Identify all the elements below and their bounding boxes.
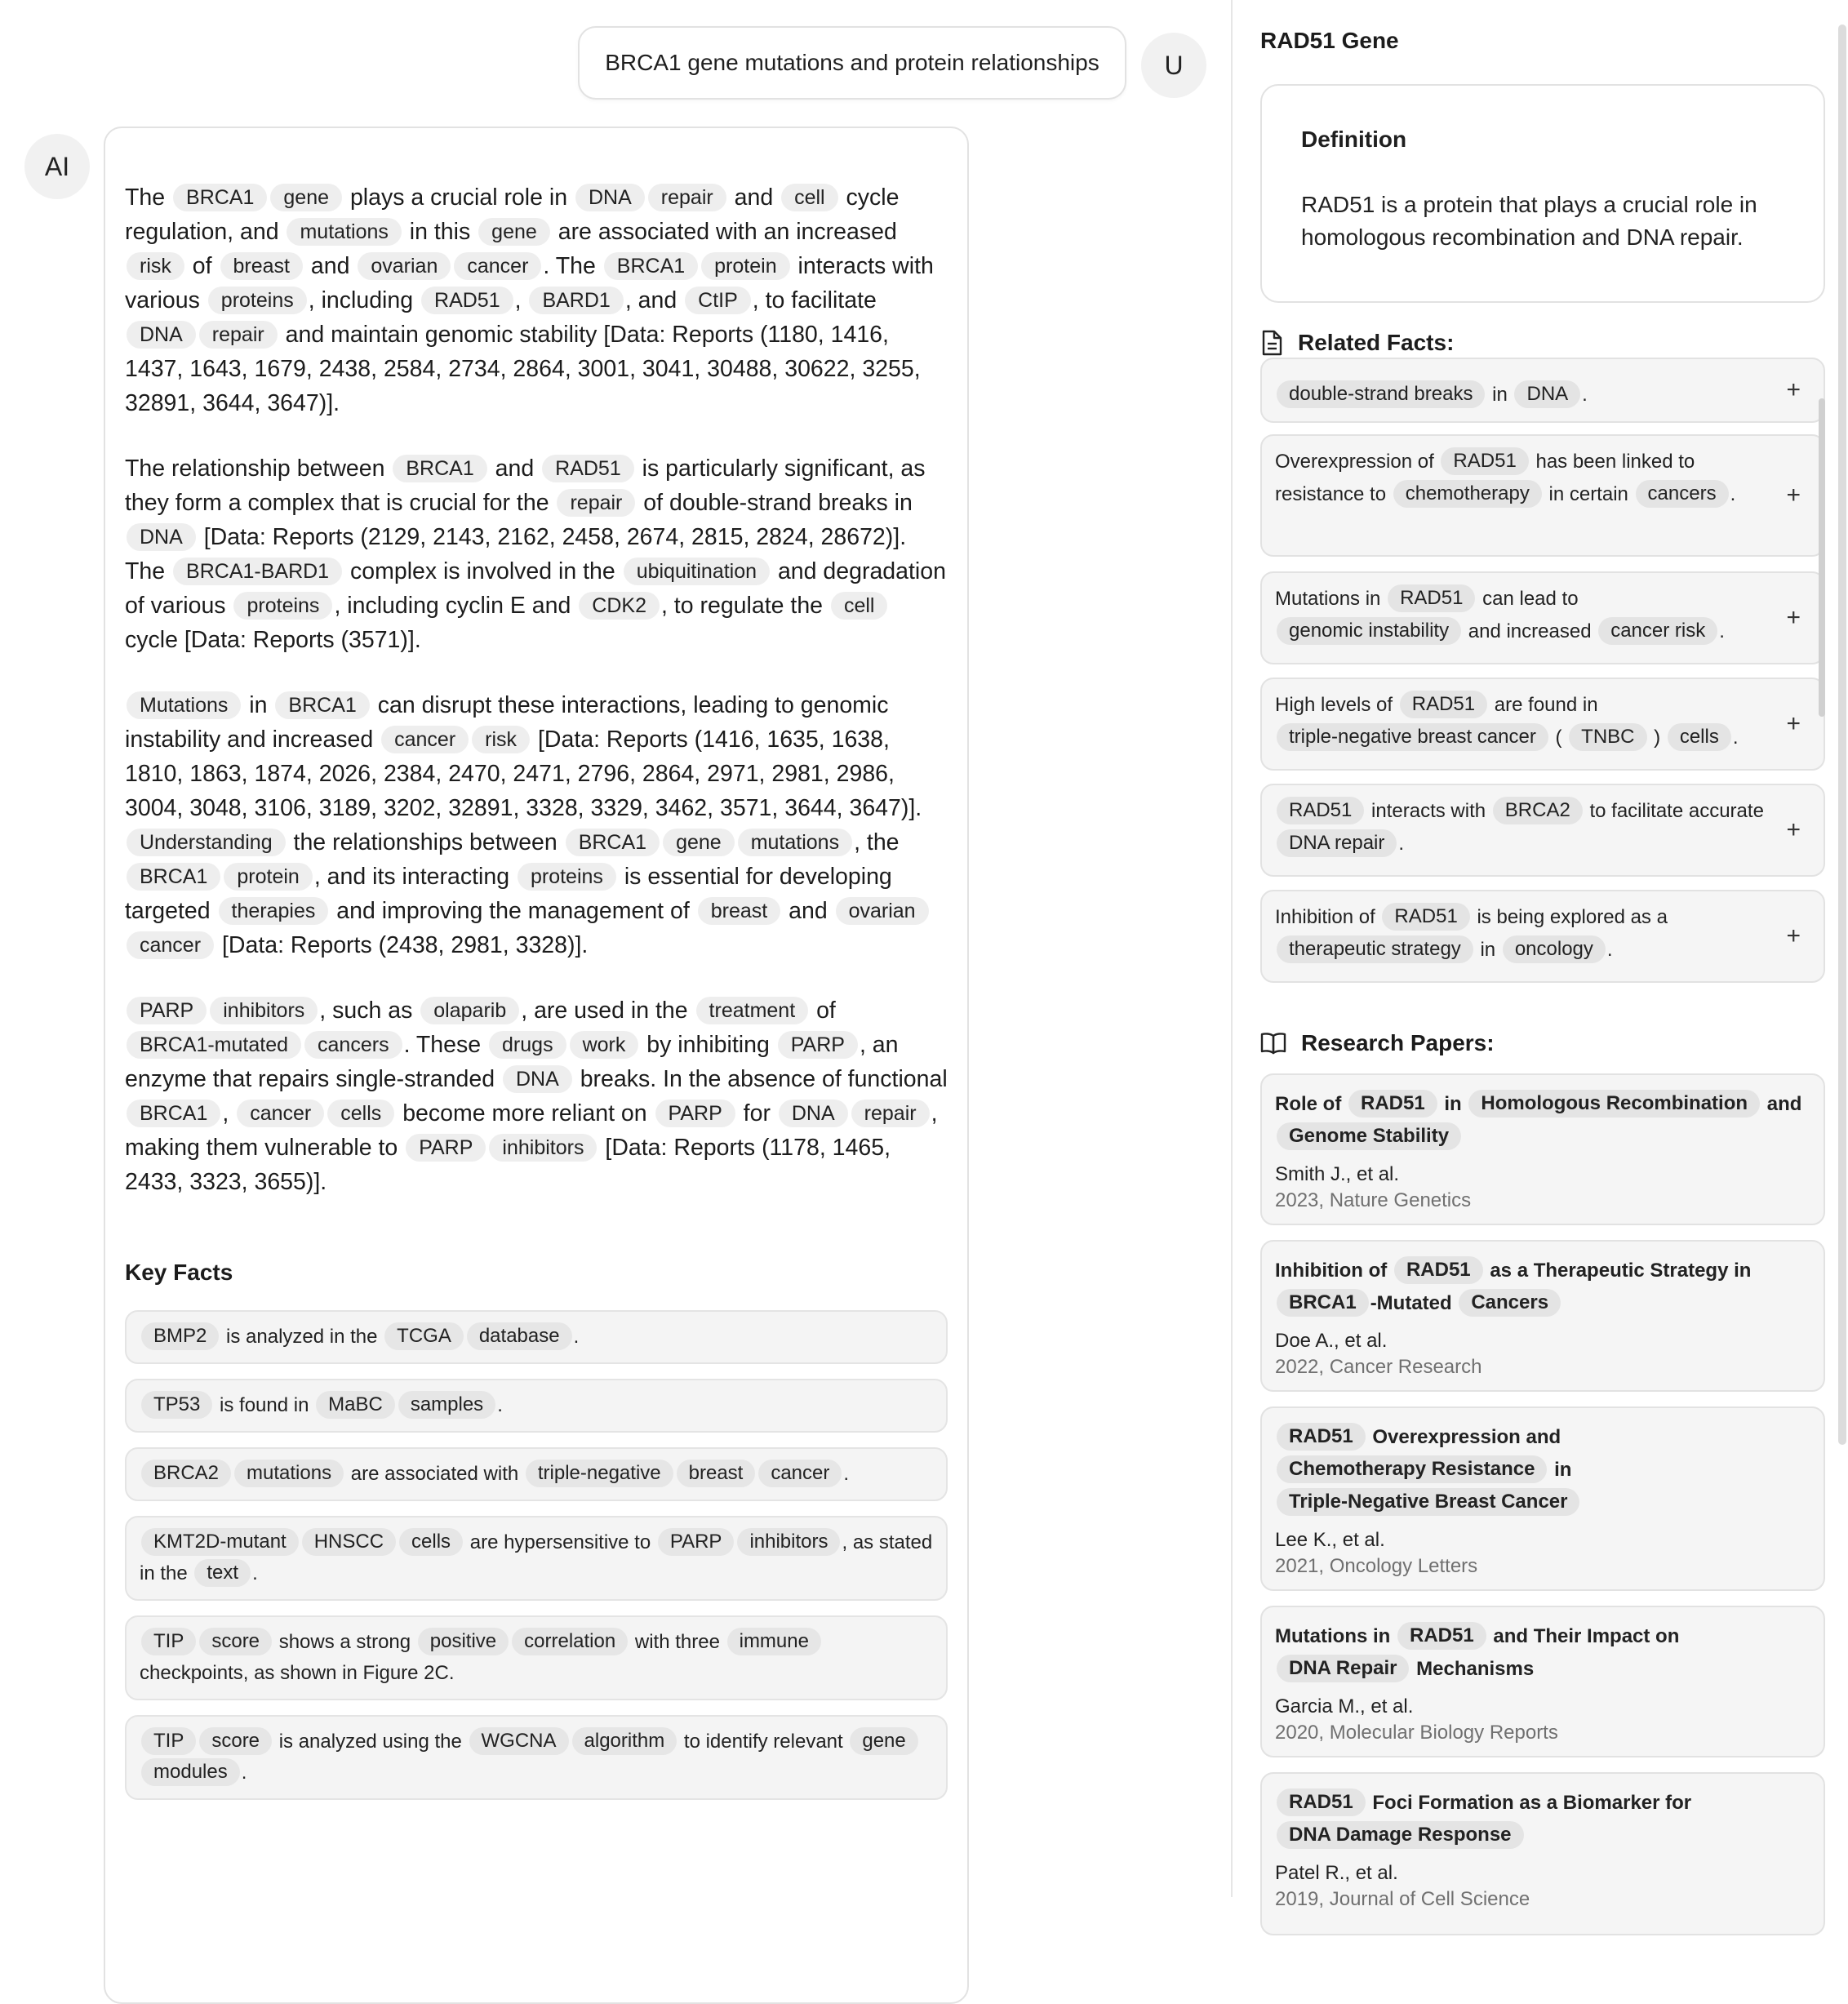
text-span: can disrupt these interactions, leading to genomic instability and increased <box>125 692 889 753</box>
text-span: checkpoints, as shown in Figure 2C. <box>140 1662 455 1684</box>
text-span: Foci Formation as a Biomarker for <box>1366 1792 1692 1814</box>
entity-chip[interactable]: cells <box>327 1100 394 1127</box>
key-fact-item[interactable] <box>125 1615 948 1700</box>
paper-title[interactable] <box>1275 1088 1810 1153</box>
entity-chip[interactable]: Mutations <box>127 691 241 719</box>
text-span: in <box>1486 384 1513 406</box>
text-span: Mechanisms <box>1410 1658 1535 1680</box>
entity-chip[interactable]: CDK2 <box>579 592 660 620</box>
entity-chip[interactable]: cancer <box>454 252 541 280</box>
entity-chip[interactable]: ubiquitination <box>624 558 770 585</box>
key-fact-item[interactable] <box>125 1379 948 1433</box>
response-paragraph <box>125 451 948 657</box>
expand-fact-button[interactable]: + <box>1786 710 1801 737</box>
entity-chip[interactable]: DNA Damage Response <box>1277 1821 1524 1849</box>
definition-card <box>1260 84 1825 303</box>
text-span: with three <box>629 1631 726 1653</box>
text-span: . <box>1730 483 1736 505</box>
entity-chip[interactable]: therapeutic strategy <box>1277 935 1473 963</box>
entity-chip[interactable]: proteins <box>518 863 616 891</box>
paper-title[interactable] <box>1275 1787 1810 1852</box>
entity-chip[interactable]: BARD1 <box>529 287 623 314</box>
entity-chip[interactable]: RAD51 <box>1400 691 1487 718</box>
document-icon <box>1260 330 1283 356</box>
entity-chip[interactable]: cancer <box>127 931 214 959</box>
research-paper-card[interactable] <box>1260 1406 1825 1591</box>
entity-chip[interactable]: TCGA <box>384 1322 464 1350</box>
entity-chip[interactable]: BRCA1 <box>604 252 698 280</box>
text-span: The <box>125 184 172 211</box>
paper-authors: Doe A., et al. <box>1275 1330 1388 1352</box>
entity-chip[interactable]: RAD51 <box>1397 1622 1486 1650</box>
related-fact-item[interactable] <box>1260 434 1825 557</box>
entity-chip[interactable]: breast <box>677 1460 756 1487</box>
entity-chip[interactable]: HNSCC <box>302 1528 396 1556</box>
entity-chip[interactable]: cells <box>1668 723 1731 751</box>
entity-chip[interactable]: inhibitors <box>489 1134 597 1162</box>
entity-chip[interactable]: PARP <box>655 1100 735 1127</box>
book-icon <box>1260 1032 1286 1055</box>
entity-chip[interactable]: RAD51 <box>1382 903 1469 931</box>
text-span: , and <box>624 287 684 313</box>
text-span: The relationship between <box>125 455 392 482</box>
entity-chip[interactable]: BRCA2 <box>1493 797 1583 824</box>
text-span: . The <box>543 253 602 279</box>
text-span: -Mutated <box>1370 1292 1458 1314</box>
entity-chip[interactable]: proteins <box>233 592 332 620</box>
entity-chip[interactable]: TP53 <box>141 1391 212 1419</box>
ai-response-card <box>104 127 969 2004</box>
key-fact-item[interactable] <box>125 1715 948 1800</box>
text-span: in <box>1548 1459 1572 1481</box>
text-span: , including <box>308 287 420 313</box>
text-span: ( <box>1549 727 1568 749</box>
entity-chip[interactable]: BRCA1 <box>127 1100 220 1127</box>
text-span: , including cyclin E and <box>334 593 578 619</box>
entity-chip[interactable]: repair <box>851 1100 930 1127</box>
user-message: BRCA1 gene mutations and protein relationships <box>578 26 1126 100</box>
text-span: are found in <box>1489 694 1598 716</box>
entity-chip[interactable]: BRCA1 <box>275 691 369 719</box>
entity-chip[interactable]: samples <box>398 1391 495 1419</box>
text-span: Overexpression of <box>1275 451 1440 473</box>
text-span: , as stated in the <box>140 1531 933 1584</box>
text-span: is analyzed in the <box>220 1326 384 1348</box>
text-span: cycle [Data: Reports (3571)]. <box>125 627 421 653</box>
text-span: become more reliant on <box>396 1100 654 1126</box>
entity-chip[interactable]: RAD51 <box>1394 1256 1483 1284</box>
text-span: in this <box>402 219 478 245</box>
paper-title[interactable] <box>1275 1255 1810 1320</box>
entity-chip[interactable]: RAD51 <box>1277 797 1364 824</box>
entity-chip[interactable]: protein <box>701 252 789 280</box>
response-body <box>125 180 948 1199</box>
text-span: are associated with an increased <box>551 219 897 245</box>
text-span: [Data: Reports (2438, 2981, 3328)]. <box>215 932 589 958</box>
response-paragraph <box>125 180 948 420</box>
text-span: interacts with <box>1366 800 1491 822</box>
entity-chip[interactable]: gene <box>850 1727 917 1755</box>
text-span: Mutations in <box>1275 1625 1396 1647</box>
entity-chip[interactable]: Homologous Recombination <box>1468 1090 1760 1118</box>
paper-authors: Patel R., et al. <box>1275 1862 1398 1884</box>
ai-avatar: AI <box>24 134 90 199</box>
text-span: of <box>185 253 219 279</box>
text-span: , to regulate the <box>660 593 829 619</box>
entity-chip[interactable]: cancers <box>1636 480 1729 508</box>
entity-chip[interactable]: triple-negative <box>526 1460 673 1487</box>
text-span: and <box>1761 1093 1802 1115</box>
text-span: by inhibiting <box>640 1032 776 1058</box>
text-span: for <box>736 1100 777 1126</box>
text-span: Inhibition of <box>1275 1260 1393 1282</box>
entity-chip[interactable]: BRCA2 <box>141 1460 231 1487</box>
entity-chip[interactable]: cancers <box>304 1031 402 1059</box>
paper-year-journal: 2019, Journal of Cell Science <box>1275 1888 1530 1910</box>
text-span: and <box>782 898 834 924</box>
text-span: , to facilitate <box>752 287 877 313</box>
text-span: to identify relevant <box>678 1731 849 1753</box>
text-span: in <box>242 692 274 718</box>
expand-fact-button[interactable]: + <box>1786 922 1801 949</box>
entity-chip[interactable]: positive <box>418 1628 509 1655</box>
text-span: breaks. In the absence of functional <box>573 1066 948 1092</box>
entity-chip[interactable]: genomic instability <box>1277 617 1461 645</box>
entity-chip[interactable]: oncology <box>1503 935 1606 963</box>
entity-chip[interactable]: BRCA1 <box>1277 1289 1369 1317</box>
entity-chip[interactable]: risk <box>472 726 530 753</box>
entity-chip[interactable]: WGCNA <box>469 1727 569 1755</box>
expand-fact-button[interactable]: + <box>1786 482 1801 509</box>
text-span: . <box>1719 620 1725 642</box>
entity-chip[interactable]: BRCA1 <box>173 184 267 211</box>
text-span: High levels of <box>1275 694 1398 716</box>
text-span: . <box>497 1394 503 1416</box>
text-span: can lead to <box>1477 588 1579 610</box>
facts-scrollbar[interactable] <box>1819 398 1825 717</box>
response-paragraph <box>125 993 948 1199</box>
entity-chip[interactable]: RAD51 <box>1441 447 1528 475</box>
research-papers-label: Research Papers: <box>1301 1030 1495 1055</box>
text-span: , an enzyme that repairs single-stranded <box>125 1032 899 1092</box>
research-paper-card[interactable] <box>1260 1240 1825 1392</box>
text-span: ) <box>1648 727 1666 749</box>
text-span: has been linked to resistance to <box>1275 451 1695 505</box>
text-span: is found in <box>214 1394 315 1416</box>
related-fact-item[interactable] <box>1260 890 1825 983</box>
entity-chip[interactable]: cancer <box>381 726 469 753</box>
text-span: and maintain genomic stability [Data: Reports (1180, 1416, 1437, 1643, 1679, 2438, 2584, 2734, 2864, 3001, 3041, 30488, 30622, 3255, 32891, 3644, 3647)]. <box>125 322 921 416</box>
entity-chip[interactable]: Cancers <box>1459 1289 1561 1317</box>
entity-chip[interactable]: DNA <box>1514 380 1580 408</box>
entity-chip[interactable]: DNA <box>503 1065 572 1093</box>
entity-chip[interactable]: olaparib <box>420 997 519 1024</box>
text-span: in certain <box>1543 483 1634 505</box>
expand-fact-button[interactable]: + <box>1786 604 1801 631</box>
entity-chip[interactable]: RAD51 <box>1277 1788 1366 1816</box>
user-avatar: U <box>1141 33 1206 98</box>
entity-chip[interactable]: DNA <box>779 1100 848 1127</box>
text-span: is essential for developing targeted <box>125 864 892 924</box>
related-fact-item[interactable] <box>1260 571 1825 664</box>
definition-label: Definition <box>1301 127 1407 152</box>
entity-chip[interactable]: correlation <box>512 1628 628 1655</box>
text-span: , <box>222 1100 236 1126</box>
entity-chip[interactable]: cells <box>399 1528 463 1556</box>
text-span: . <box>1606 939 1613 961</box>
entity-chip[interactable]: TIP <box>141 1628 196 1655</box>
entity-chip[interactable]: score <box>199 1727 272 1755</box>
entity-chip[interactable]: inhibitors <box>210 997 318 1024</box>
text-span: the relationships between <box>287 829 564 855</box>
entity-chip[interactable]: breast <box>220 252 303 280</box>
entity-chip[interactable]: chemotherapy <box>1393 480 1542 508</box>
paper-title[interactable] <box>1275 1620 1810 1686</box>
entity-chip[interactable]: MaBC <box>316 1391 395 1419</box>
panel-title: RAD51 Gene <box>1260 28 1399 53</box>
entity-chip[interactable]: BMP2 <box>141 1322 219 1350</box>
paper-year-journal: 2022, Cancer Research <box>1275 1356 1482 1378</box>
entity-chip[interactable]: algorithm <box>572 1727 677 1755</box>
text-span: . <box>241 1762 247 1784</box>
entity-chip[interactable]: DNA <box>575 184 645 211</box>
entity-chip[interactable]: protein <box>224 863 312 891</box>
text-span: , are used in the <box>521 998 695 1024</box>
entity-chip[interactable]: cancer <box>237 1100 324 1127</box>
text-span: and Their Impact on <box>1487 1625 1680 1647</box>
entity-chip[interactable]: triple-negative breast cancer <box>1277 723 1548 751</box>
research-papers-header <box>1260 1030 1495 1056</box>
text-span: is being explored as a <box>1471 906 1668 928</box>
entity-chip[interactable]: DNA <box>127 523 196 551</box>
entity-chip[interactable]: BRCA1 <box>566 829 660 856</box>
text-span: is particularly significant, as they form a complex that is crucial for the <box>125 455 926 516</box>
text-span: are associated with <box>345 1463 524 1485</box>
text-span: and <box>488 455 541 482</box>
text-span: interacts with various <box>125 253 934 313</box>
entity-chip[interactable]: inhibitors <box>737 1528 840 1556</box>
entity-chip[interactable]: mutations <box>234 1460 344 1487</box>
text-span: plays a crucial role in <box>344 184 574 211</box>
entity-chip[interactable]: repair <box>648 184 726 211</box>
entity-chip[interactable]: repair <box>557 489 635 517</box>
entity-chip[interactable]: work <box>570 1031 639 1059</box>
entity-chip[interactable]: modules <box>141 1758 240 1786</box>
response-paragraph <box>125 688 948 962</box>
entity-chip[interactable]: Triple-Negative Breast Cancer <box>1277 1488 1579 1516</box>
text-span: complex is involved in the <box>344 558 622 584</box>
entity-chip[interactable]: TNBC <box>1569 723 1646 751</box>
entity-chip[interactable]: repair <box>199 321 278 349</box>
paper-authors: Smith J., et al. <box>1275 1163 1400 1185</box>
entity-detail-panel <box>1231 0 1848 1910</box>
paper-year-journal: 2021, Oncology Letters <box>1275 1555 1478 1577</box>
entity-chip[interactable]: BRCA1 <box>127 863 220 891</box>
key-fact-item[interactable] <box>125 1516 948 1601</box>
text-span: and <box>727 184 780 211</box>
text-span: . <box>573 1326 580 1348</box>
entity-chip[interactable]: BRCA1-BARD1 <box>173 558 342 585</box>
entity-chip[interactable]: PARP <box>658 1528 735 1556</box>
text-span: in <box>1474 939 1501 961</box>
entity-chip[interactable]: RAD51 <box>542 455 634 482</box>
paper-authors: Lee K., et al. <box>1275 1529 1385 1551</box>
paper-year-journal: 2023, Nature Genetics <box>1275 1189 1472 1211</box>
entity-chip[interactable]: Genome Stability <box>1277 1122 1461 1150</box>
entity-chip[interactable]: proteins <box>208 287 307 314</box>
text-span: are hypersensitive to <box>464 1531 656 1553</box>
entity-chip[interactable]: gene <box>478 218 550 246</box>
entity-chip[interactable]: database <box>467 1322 572 1350</box>
text-span: . These <box>403 1032 488 1058</box>
key-facts-list <box>125 1310 948 1800</box>
research-paper-card[interactable] <box>1260 1606 1825 1757</box>
entity-chip[interactable]: drugs <box>489 1031 566 1059</box>
entity-chip[interactable]: cancer risk <box>1598 617 1717 645</box>
related-fact-item[interactable] <box>1260 784 1825 877</box>
entity-chip[interactable]: BRCA1-mutated <box>127 1031 301 1059</box>
entity-chip[interactable]: BRCA1 <box>393 455 486 482</box>
text-span: and <box>304 253 357 279</box>
text-span: [Data: Reports (2129, 2143, 2162, 2458, 2674, 2815, 2824, 28672)]. The <box>125 524 907 584</box>
entity-chip[interactable]: cancer <box>758 1460 842 1487</box>
text-span: in <box>1438 1093 1468 1115</box>
entity-chip[interactable]: ovarian <box>836 897 929 925</box>
related-facts-header <box>1260 330 1454 356</box>
text-span: to facilitate accurate <box>1584 800 1764 822</box>
related-facts-list[interactable] <box>1260 374 1825 1002</box>
panel-scrollbar[interactable] <box>1838 24 1846 1445</box>
related-fact-item[interactable] <box>1260 678 1825 771</box>
text-span: , and its interacting <box>313 864 516 890</box>
entity-chip[interactable]: mutations <box>738 829 852 856</box>
text-span: , making them vulnerable to <box>125 1100 938 1161</box>
entity-chip[interactable]: treatment <box>696 997 809 1024</box>
expand-fact-button[interactable]: + <box>1786 376 1801 403</box>
entity-chip[interactable]: gene <box>663 829 735 856</box>
research-paper-card[interactable] <box>1260 1073 1825 1225</box>
text-span: . <box>1732 727 1739 749</box>
entity-chip[interactable]: Understanding <box>127 829 286 856</box>
entity-chip[interactable]: immune <box>727 1628 821 1655</box>
entity-chip[interactable]: score <box>199 1628 272 1655</box>
paper-title[interactable] <box>1275 1421 1810 1519</box>
entity-chip[interactable]: breast <box>698 897 780 925</box>
text-span: Role of <box>1275 1093 1347 1115</box>
text-span: [Data: Reports (1178, 1465, 2433, 3323, 3655)]. <box>125 1135 891 1195</box>
text-span: Inhibition of <box>1275 906 1381 928</box>
text-span: . <box>843 1463 850 1485</box>
text-span: , such as <box>319 998 420 1024</box>
text-span: as a Therapeutic Strategy in <box>1484 1260 1752 1282</box>
text-span: [Data: Reports (1416, 1635, 1638, 1810, 1863, 1874, 2026, 2384, 2470, 2471, 2796, 2864, 2971, 2981, 2986, 3004, 3048, 3106, 3189, 3202, 32891, 3328, 3329, 3462, 3571, 3644, 3647)]. <box>125 727 922 821</box>
entity-chip[interactable]: DNA Repair <box>1277 1655 1409 1682</box>
definition-text: RAD51 is a protein that plays a crucial role in homologous recombination and DNA repair. <box>1301 192 1757 250</box>
related-facts-label: Related Facts: <box>1298 330 1455 355</box>
entity-chip[interactable]: double-strand breaks <box>1277 380 1485 408</box>
text-span: , the <box>854 829 900 855</box>
text-span: cycle regulation, and <box>125 184 900 245</box>
text-span: , <box>514 287 528 313</box>
text-span: shows a strong <box>273 1631 416 1653</box>
entity-chip[interactable]: therapies <box>219 897 329 925</box>
entity-chip[interactable]: Chemotherapy Resistance <box>1277 1455 1547 1483</box>
expand-fact-button[interactable]: + <box>1786 816 1801 843</box>
text-span: . <box>1398 833 1405 855</box>
entity-chip[interactable]: PARP <box>778 1031 858 1059</box>
entity-chip[interactable]: ovarian <box>358 252 451 280</box>
entity-chip[interactable]: TIP <box>141 1727 196 1755</box>
entity-chip[interactable]: PARP <box>406 1134 486 1162</box>
entity-chip[interactable]: RAD51 <box>1277 1423 1366 1451</box>
entity-chip[interactable]: mutations <box>287 218 401 246</box>
text-span: and improving the management of <box>330 898 696 924</box>
entity-chip[interactable]: text <box>194 1559 251 1587</box>
text-span: Mutations in <box>1275 588 1387 610</box>
entity-chip[interactable]: CtIP <box>685 287 751 314</box>
related-fact-item[interactable] <box>1260 358 1825 423</box>
text-span: of <box>810 998 836 1024</box>
text-span: of double-strand breaks in <box>637 490 913 516</box>
entity-chip[interactable]: DNA <box>127 321 196 349</box>
text-span: and degradation of various <box>125 558 946 619</box>
entity-chip[interactable]: KMT2D-mutant <box>141 1528 299 1556</box>
text-span: and increased <box>1463 620 1597 642</box>
key-fact-item[interactable] <box>125 1310 948 1364</box>
paper-authors: Garcia M., et al. <box>1275 1695 1414 1717</box>
entity-chip[interactable]: PARP <box>127 997 207 1024</box>
entity-chip[interactable]: RAD51 <box>421 287 513 314</box>
text-span: . <box>252 1562 258 1584</box>
key-facts-title: Key Facts <box>125 1260 233 1285</box>
entity-chip[interactable]: DNA repair <box>1277 829 1397 857</box>
text-span: . <box>1582 384 1588 406</box>
research-paper-card[interactable] <box>1260 1772 1825 1935</box>
text-span: is analyzed using the <box>273 1731 468 1753</box>
entity-chip[interactable]: RAD51 <box>1348 1090 1437 1118</box>
entity-chip[interactable]: RAD51 <box>1388 584 1475 612</box>
entity-chip[interactable]: gene <box>270 184 342 211</box>
entity-chip[interactable]: risk <box>127 252 184 280</box>
paper-year-journal: 2020, Molecular Biology Reports <box>1275 1722 1558 1744</box>
entity-chip[interactable]: cell <box>831 592 888 620</box>
key-fact-item[interactable] <box>125 1447 948 1501</box>
text-span: Overexpression and <box>1366 1426 1561 1448</box>
entity-chip[interactable]: cell <box>781 184 838 211</box>
